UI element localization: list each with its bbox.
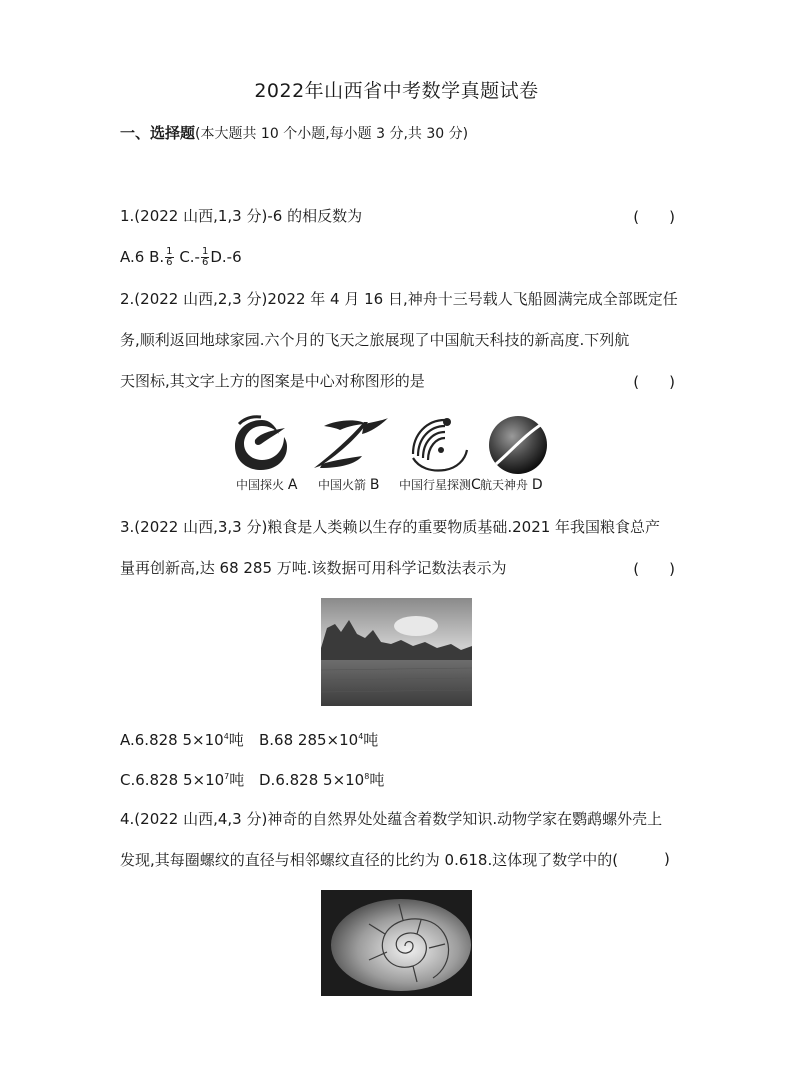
nautilus-shell-photo bbox=[321, 890, 472, 996]
fraction: $\frac{1}{6}$ bbox=[201, 246, 209, 268]
q3-answer-paren: ( ) bbox=[633, 560, 675, 578]
q3-option-c: C.6.828 $5\times 10^7$吨 bbox=[120, 771, 245, 789]
q3-line-1: 3.(2022 山西,3,3 分)粮食是人类赖以生存的重要物质基础.2021 年我国粮食总产 bbox=[120, 518, 661, 536]
page-title: 2022年山西省中考数学真题试卷 bbox=[254, 80, 539, 102]
q3-option-d: D.6.828 $5\times 10^8$吨 bbox=[259, 771, 385, 789]
q2-line-3: 天图标,其文字上方的图案是中心对称图形的是 bbox=[120, 372, 425, 390]
icon-a-caption: 中国探火 A bbox=[236, 477, 298, 493]
section-label: 一、选择题 bbox=[120, 124, 196, 142]
q4-line-1: 4.(2022 山西,4,3 分)神奇的自然界处处蕴含着数学知识.动物学家在鹦鹉螺外壳上 bbox=[120, 810, 663, 828]
q3-line-2: 量再创新高,达 68 285 万吨.该数据可用科学记数法表示为 bbox=[120, 559, 507, 577]
icon-d-caption: 航天神舟 D bbox=[480, 477, 543, 493]
q3-option-a: A.6.828 $5\times 10^4$吨 bbox=[120, 731, 244, 749]
q1-option-c: C.- $\frac{1}{6}$ bbox=[179, 246, 209, 268]
q3-option-b: B.68 $285\times 10^4$吨 bbox=[259, 731, 379, 749]
q1-options bbox=[120, 247, 242, 268]
q1-option-b: B. $\frac{1}{6}$ bbox=[149, 246, 173, 268]
rice-field-photo bbox=[321, 598, 472, 706]
q2-line-2: 务,顺利返回地球家园.六个月的飞天之旅展现了中国航天科技的新高度.下列航 bbox=[120, 331, 630, 349]
q2-line-1: 2.(2022 山西,2,3 分)2022 年 4 月 16 日,神舟十三号载人飞船圆满完成全部既定任 bbox=[120, 290, 678, 308]
section-note: (本大题共 10 个小题,每小题 3 分,共 30 分) bbox=[195, 126, 469, 142]
q4-answer-paren-close: ) bbox=[664, 850, 670, 868]
shenzhou-sphere-logo-icon bbox=[486, 414, 550, 476]
q4-line-2: 发现,其每圈螺纹的直径与相邻螺纹直径的比约为 0.618.这体现了数学中的( bbox=[120, 851, 619, 869]
planetary-exploration-logo-icon bbox=[405, 414, 469, 476]
q1-answer-paren: ( ) bbox=[633, 208, 675, 226]
section-heading bbox=[120, 122, 468, 143]
q2-answer-paren: ( ) bbox=[633, 373, 675, 391]
q1-option-a: A.6 bbox=[120, 248, 145, 266]
chinese-mars-exploration-logo-icon bbox=[231, 414, 293, 474]
q1-stem: 1.(2022 山西,1,3 分)-6 的相反数为 bbox=[120, 207, 363, 225]
icon-c-caption: 中国行星探测C bbox=[399, 477, 481, 493]
chinese-rocket-logo-icon bbox=[306, 414, 390, 474]
fraction: $\frac{1}{6}$ bbox=[166, 246, 173, 268]
q1-option-d: D.-6 bbox=[210, 248, 242, 266]
icon-b-caption: 中国火箭 B bbox=[318, 477, 380, 493]
